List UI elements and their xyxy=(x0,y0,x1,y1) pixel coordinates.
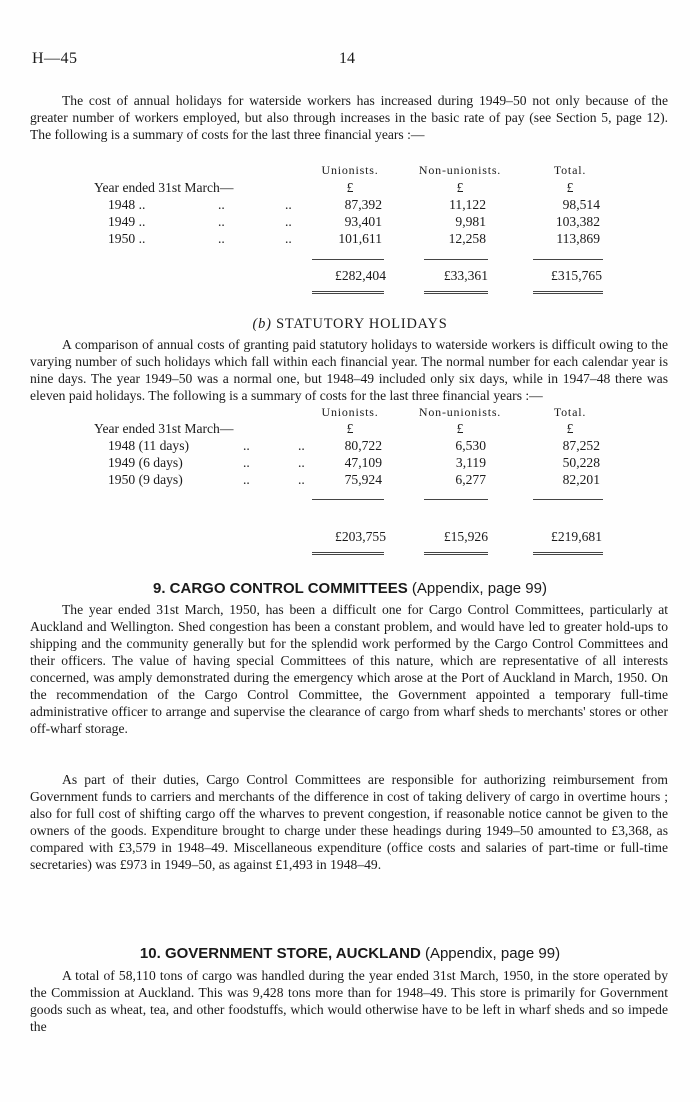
total-value: 103,382 xyxy=(555,214,600,229)
total-double-rule xyxy=(533,291,603,296)
table-row xyxy=(0,455,700,472)
table-row xyxy=(0,214,700,231)
total-value: 113,869 xyxy=(556,231,600,246)
unionists-value: 93,401 xyxy=(344,214,382,229)
leader-dots: .. xyxy=(243,472,250,487)
total-value: 50,228 xyxy=(562,455,600,470)
cargo-control-paragraph-1: The year ended 31st March, 1950, has been a difficult one for Cargo Control Committees, particularly at Auckland and Wellington. Shed congestion has been a constant problem, and would have led to greater hold-ups to shipping and the community generally but for the splendid work performed by the Cargo Control Committees and their officers. The value of having special Committees of this nature, which are representative of all interests concerned, was amply demonstrated during the emergency which arose at the Port of Auckland in March, 1950. On the recommendation of the Cargo Control Committee, the Government appointed a temporary full-time administrative officer to arrange and supervise the clearance of cargo from wharf sheds to merchants' stores or other off-wharf storage. xyxy=(30,602,668,736)
totals-row xyxy=(0,268,700,285)
unit-label: £ xyxy=(566,421,574,436)
unionists-value: 101,611 xyxy=(338,231,382,246)
non-unionists-value: 6,277 xyxy=(455,472,486,487)
unionists-value: 47,109 xyxy=(344,455,382,470)
leader-dots: .. xyxy=(218,214,225,229)
unionists-total: £203,755 xyxy=(335,529,386,544)
non-unionists-value: 3,119 xyxy=(455,455,486,470)
total-double-rule xyxy=(424,291,488,296)
row-year: 1950 (9 days) xyxy=(108,472,183,487)
grand-total: £315,765 xyxy=(551,268,602,283)
sum-rule xyxy=(533,259,603,260)
col-header-unionists: Unionists. xyxy=(321,405,379,419)
col-header-unionists: Unionists. xyxy=(321,163,379,177)
leader-dots: .. xyxy=(285,231,292,246)
total-double-rule xyxy=(312,291,384,296)
table-row xyxy=(0,472,700,489)
totals-row xyxy=(0,529,700,546)
unionists-value: 75,924 xyxy=(344,472,382,487)
leader-dots: .. xyxy=(218,231,225,246)
page-number: 14 xyxy=(339,50,355,67)
row-label-heading: Year ended 31st March— xyxy=(94,180,234,195)
unit-label: £ xyxy=(456,180,464,195)
section-b-heading xyxy=(0,316,700,333)
leader-dots: .. xyxy=(218,197,225,212)
leader-dots: .. xyxy=(285,197,292,212)
total-value: 87,252 xyxy=(562,438,600,453)
total-double-rule xyxy=(533,552,603,557)
unit-label: £ xyxy=(346,421,354,436)
unionists-value: 87,392 xyxy=(344,197,382,212)
leader-dots: .. xyxy=(285,214,292,229)
unit-label: £ xyxy=(566,180,574,195)
leader-dots: .. xyxy=(298,472,305,487)
sum-rule xyxy=(312,499,384,500)
section-10-heading xyxy=(0,945,700,962)
row-label-heading: Year ended 31st March— xyxy=(94,421,234,436)
row-year: 1948 .. xyxy=(108,197,146,212)
total-value: 98,514 xyxy=(562,197,600,212)
col-header-total: Total. xyxy=(553,163,587,177)
row-year: 1948 (11 days) xyxy=(108,438,190,453)
row-year: 1950 .. xyxy=(108,231,146,246)
col-header-non-unionists: Non-unionists. xyxy=(418,163,502,177)
unit-label: £ xyxy=(456,421,464,436)
table-row xyxy=(0,438,700,455)
total-value: 82,201 xyxy=(562,472,600,487)
unionists-total: £282,404 xyxy=(335,268,386,283)
unit-label: £ xyxy=(346,180,354,195)
leader-dots: .. xyxy=(243,455,250,470)
non-unionists-total: £15,926 xyxy=(443,529,488,544)
grand-total: £219,681 xyxy=(551,529,602,544)
row-year: 1949 .. xyxy=(108,214,146,229)
col-header-total: Total. xyxy=(553,405,587,419)
statutory-holidays-paragraph: A comparison of annual costs of granting paid statutory holidays to waterside workers is difficult owing to the varying number of such holidays which fall within each financial year. The normal number for each calendar year is nine days. The year 1949–50 was a normal one, but 1948–49 included only six days, while in 1947–48 there was eleven paid holidays. The following is a summary of costs for the last three financial years :— xyxy=(30,337,668,403)
sum-rule xyxy=(424,499,488,500)
sum-rule xyxy=(312,259,384,260)
section-9-heading xyxy=(0,580,700,597)
table-row xyxy=(0,197,700,214)
government-store-paragraph: A total of 58,110 tons of cargo was handled during the year ended 31st March, 1950, in the store operated by the Commission at Auckland. This was 9,428 tons more than for 1948–49. This store is primarily for Government goods such as wheat, tea, and other foodstuffs, which would otherwise have to be left in wharf sheds and so impede the xyxy=(30,968,668,1034)
non-unionists-value: 9,981 xyxy=(455,214,486,229)
section-b-label: (b) xyxy=(252,316,272,332)
total-double-rule xyxy=(312,552,384,557)
row-year: 1949 (6 days) xyxy=(108,455,183,470)
document-reference: H—45 xyxy=(32,50,78,67)
leader-dots: .. xyxy=(243,438,250,453)
unionists-value: 80,722 xyxy=(344,438,382,453)
cargo-control-paragraph-2: As part of their duties, Cargo Control Committees are responsible for authorizing reimbursement from Government funds to carriers and merchants of the difference in cost of taking delivery of cargo in overtime hours ; also for full cost of shifting cargo off the wharves to prevent congestion, if reasonable notice cannot be given to the owners of the goods. Expenditure brought to charge under these headings during 1949–50 amounted to £3,368, as compared with £3,579 in 1948–49. Miscellaneous expenditure (office costs and salaries of part-time or full-time secretaries) was £973 in 1949–50, as against £1,493 in 1948–49. xyxy=(30,772,668,872)
section-b-title: STATUTORY HOLIDAYS xyxy=(276,316,448,332)
non-unionists-value: 11,122 xyxy=(449,197,486,212)
section-9-appendix-ref: (Appendix, page 99) xyxy=(411,580,547,597)
sum-rule xyxy=(424,259,488,260)
non-unionists-value: 12,258 xyxy=(448,231,486,246)
section-9-title: 9. CARGO CONTROL COMMITTEES xyxy=(152,580,408,597)
total-double-rule xyxy=(424,552,488,557)
leader-dots: .. xyxy=(298,455,305,470)
annual-holidays-paragraph: The cost of annual holidays for waterside workers has increased during 1949–50 not only because of the greater number of workers employed, but also through increases in the basic rate of pay (see Section 5, page 12). The following is a summary of costs for the last three financial years :— xyxy=(30,93,668,142)
non-unionists-total: £33,361 xyxy=(443,268,488,283)
col-header-non-unionists: Non-unionists. xyxy=(418,405,502,419)
section-10-appendix-ref: (Appendix, page 99) xyxy=(424,945,561,962)
table-row xyxy=(0,231,700,248)
leader-dots: .. xyxy=(298,438,305,453)
sum-rule xyxy=(533,499,603,500)
section-10-title: 10. GOVERNMENT STORE, AUCKLAND xyxy=(139,945,421,962)
non-unionists-value: 6,530 xyxy=(455,438,486,453)
